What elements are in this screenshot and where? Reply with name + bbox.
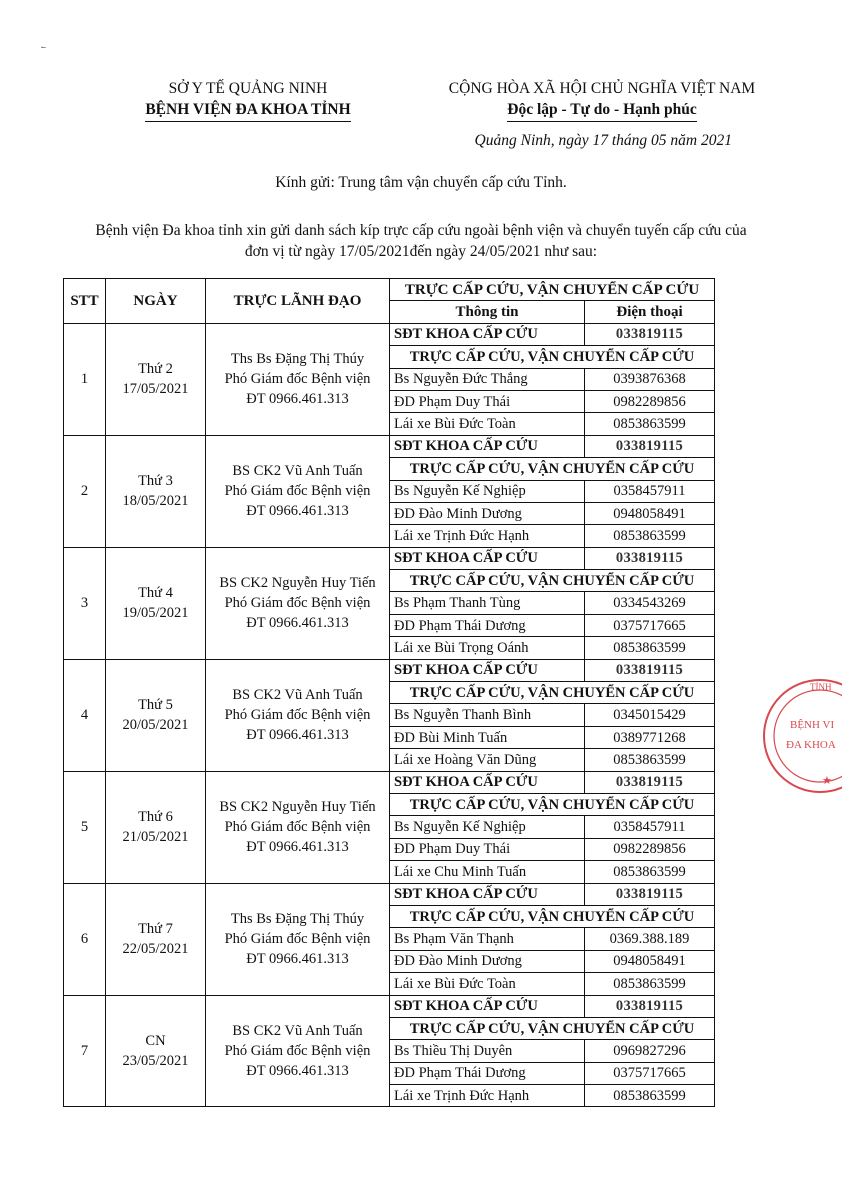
leader-name: BS CK2 Vũ Anh Tuấn xyxy=(232,687,363,704)
duty-heading: TRỰC CẤP CỨU, VẬN CHUYỂN CẤP CỨU xyxy=(390,682,715,704)
seal-line-2: ĐA KHOA xyxy=(786,739,836,751)
weekday: Thứ 3 xyxy=(138,473,173,490)
leader-phone: ĐT 0966.461.313 xyxy=(246,391,349,408)
hospital-name: BỆNH VIỆN ĐA KHOA TỈNH xyxy=(118,99,378,122)
duty-date: 20/05/2021 xyxy=(122,717,189,734)
hotline-number: 033819115 xyxy=(585,659,715,681)
issue-date: Quảng Ninh, ngày 17 tháng 05 năm 2021 xyxy=(474,132,732,149)
duty-heading: TRỰC CẤP CỨU, VẬN CHUYỂN CẤP CỨU xyxy=(390,793,715,815)
staff-name: Bs Nguyễn Thanh Bình xyxy=(390,704,585,726)
staff-name: Lái xe Bùi Đức Toàn xyxy=(390,413,585,435)
staff-phone: 0982289856 xyxy=(585,390,715,412)
day-cell xyxy=(106,323,206,435)
seal-line-1: BỆNH VI xyxy=(790,719,835,731)
stt-cell: 4 xyxy=(64,659,106,771)
staff-phone: 0853863599 xyxy=(585,413,715,435)
header-duty: TRỰC CẤP CỨU, VẬN CHUYỂN CẤP CỨU xyxy=(390,279,715,301)
leader-phone: ĐT 0966.461.313 xyxy=(246,727,349,744)
hospital-seal xyxy=(760,676,842,796)
day-cell xyxy=(106,771,206,883)
staff-name: Lái xe Trịnh Đức Hạnh xyxy=(390,525,585,547)
header-phone: Điện thoại xyxy=(585,301,715,323)
hotline-row xyxy=(64,995,715,1017)
weekday: CN xyxy=(145,1032,166,1049)
leader-cell xyxy=(206,659,390,771)
staff-phone: 0853863599 xyxy=(585,749,715,771)
intro-line-1: Bệnh viện Đa khoa tỉnh xin gửi danh sách kíp trực cấp cứu ngoài bệnh viện và chuyển tuyến cấp cứu của xyxy=(95,222,747,239)
duty-date: 17/05/2021 xyxy=(122,381,189,398)
staff-name: Bs Nguyễn Kế Nghiệp xyxy=(390,480,585,502)
header-leader: TRỰC LÃNH ĐẠO xyxy=(206,279,390,324)
staff-name: Bs Phạm Văn Thạnh xyxy=(390,928,585,950)
staff-name: ĐD Đào Minh Dương xyxy=(390,950,585,972)
day-cell xyxy=(106,883,206,995)
seal-top-text: TỈNH xyxy=(810,682,832,692)
seal-star-icon: ★ xyxy=(822,775,832,787)
weekday: Thứ 4 xyxy=(138,585,173,602)
staff-name: ĐD Phạm Duy Thái xyxy=(390,390,585,412)
scan-mark: ·̵ xyxy=(40,40,44,54)
staff-name: Lái xe Bùi Đức Toàn xyxy=(390,973,585,995)
staff-phone: 0345015429 xyxy=(585,704,715,726)
header-info: Thông tin xyxy=(390,301,585,323)
weekday: Thứ 5 xyxy=(138,697,173,714)
leader-name: BS CK2 Vũ Anh Tuấn xyxy=(232,1022,363,1039)
staff-name: ĐD Đào Minh Dương xyxy=(390,502,585,524)
staff-phone: 0369.388.189 xyxy=(585,928,715,950)
staff-name: ĐD Phạm Thái Dương xyxy=(390,614,585,636)
hotline-number: 033819115 xyxy=(585,995,715,1017)
hotline-row xyxy=(64,883,715,905)
leader-phone: ĐT 0966.461.313 xyxy=(246,839,349,856)
hotline-row xyxy=(64,435,715,457)
staff-name: Lái xe Hoàng Văn Dũng xyxy=(390,749,585,771)
roster-body xyxy=(64,323,715,1107)
intro-line-2: đơn vị từ ngày 17/05/2021đến ngày 24/05/2021 như sau: xyxy=(244,243,598,260)
weekday: Thứ 6 xyxy=(138,809,173,826)
hotline-label: SĐT KHOA CẤP CỨU xyxy=(390,659,585,681)
hotline-label: SĐT KHOA CẤP CỨU xyxy=(390,771,585,793)
hotline-label: SĐT KHOA CẤP CỨU xyxy=(390,435,585,457)
header-stt: STT xyxy=(64,279,106,324)
duty-heading: TRỰC CẤP CỨU, VẬN CHUYỂN CẤP CỨU xyxy=(390,570,715,592)
hotline-label: SĐT KHOA CẤP CỨU xyxy=(390,995,585,1017)
duty-date: 22/05/2021 xyxy=(122,941,189,958)
leader-name: BS CK2 Nguyễn Huy Tiến xyxy=(219,575,376,592)
leader-title: Phó Giám đốc Bệnh viện xyxy=(224,707,371,724)
hotline-label: SĐT KHOA CẤP CỨU xyxy=(390,323,585,345)
duty-heading: TRỰC CẤP CỨU, VẬN CHUYỂN CẤP CỨU xyxy=(390,346,715,368)
leader-cell xyxy=(206,547,390,659)
duty-heading: TRỰC CẤP CỨU, VẬN CHUYỂN CẤP CỨU xyxy=(390,905,715,927)
staff-name: Bs Phạm Thanh Tùng xyxy=(390,592,585,614)
staff-name: ĐD Bùi Minh Tuấn xyxy=(390,726,585,748)
leader-cell xyxy=(206,323,390,435)
staff-phone: 0358457911 xyxy=(585,816,715,838)
duty-date: 19/05/2021 xyxy=(122,605,189,622)
hotline-number: 033819115 xyxy=(585,771,715,793)
leader-phone: ĐT 0966.461.313 xyxy=(246,615,349,632)
duty-heading: TRỰC CẤP CỨU, VẬN CHUYỂN CẤP CỨU xyxy=(390,1017,715,1039)
staff-phone: 0375717665 xyxy=(585,1062,715,1084)
stt-cell: 6 xyxy=(64,883,106,995)
duty-date: 21/05/2021 xyxy=(122,829,189,846)
national-motto: Độc lập - Tự do - Hạnh phúc xyxy=(402,99,802,122)
staff-phone: 0393876368 xyxy=(585,368,715,390)
staff-name: Bs Nguyễn Đức Thắng xyxy=(390,368,585,390)
leader-name: BS CK2 Vũ Anh Tuấn xyxy=(232,463,363,480)
stt-cell: 1 xyxy=(64,323,106,435)
leader-title: Phó Giám đốc Bệnh viện xyxy=(224,931,371,948)
stt-cell: 7 xyxy=(64,995,106,1107)
leader-cell xyxy=(206,883,390,995)
leader-cell xyxy=(206,435,390,547)
day-cell xyxy=(106,547,206,659)
weekday: Thứ 7 xyxy=(138,921,173,938)
leader-name: Ths Bs Đặng Thị Thúy xyxy=(230,911,365,928)
staff-phone: 0853863599 xyxy=(585,861,715,883)
weekday: Thứ 2 xyxy=(138,361,173,378)
header-day: NGÀY xyxy=(106,279,206,324)
leader-title: Phó Giám đốc Bệnh viện xyxy=(224,819,371,836)
staff-name: Lái xe Chu Minh Tuấn xyxy=(390,861,585,883)
staff-phone: 0853863599 xyxy=(585,637,715,659)
staff-phone: 0375717665 xyxy=(585,614,715,636)
leader-cell xyxy=(206,771,390,883)
staff-name: Lái xe Bùi Trọng Oánh xyxy=(390,637,585,659)
hotline-number: 033819115 xyxy=(585,883,715,905)
hotline-row xyxy=(64,547,715,569)
hotline-number: 033819115 xyxy=(585,323,715,345)
staff-phone: 0334543269 xyxy=(585,592,715,614)
staff-phone: 0853863599 xyxy=(585,525,715,547)
hotline-label: SĐT KHOA CẤP CỨU xyxy=(390,883,585,905)
leader-name: BS CK2 Nguyễn Huy Tiến xyxy=(219,799,376,816)
stt-cell: 3 xyxy=(64,547,106,659)
duty-date: 23/05/2021 xyxy=(122,1052,189,1069)
hotline-number: 033819115 xyxy=(585,435,715,457)
day-cell xyxy=(106,659,206,771)
leader-phone: ĐT 0966.461.313 xyxy=(246,503,349,520)
staff-phone: 0969827296 xyxy=(585,1040,715,1062)
leader-title: Phó Giám đốc Bệnh viện xyxy=(224,1042,371,1059)
staff-name: ĐD Phạm Duy Thái xyxy=(390,838,585,860)
staff-name: Lái xe Trịnh Đức Hạnh xyxy=(390,1085,585,1107)
duty-roster-table xyxy=(63,278,715,1107)
leader-title: Phó Giám đốc Bệnh viện xyxy=(224,483,371,500)
day-cell xyxy=(106,435,206,547)
stt-cell: 2 xyxy=(64,435,106,547)
department-name: SỞ Y TẾ QUẢNG NINH xyxy=(168,80,328,97)
duty-heading: TRỰC CẤP CỨU, VẬN CHUYỂN CẤP CỨU xyxy=(390,458,715,480)
staff-phone: 0948058491 xyxy=(585,950,715,972)
staff-phone: 0853863599 xyxy=(585,973,715,995)
staff-phone: 0389771268 xyxy=(585,726,715,748)
leader-phone: ĐT 0966.461.313 xyxy=(246,951,349,968)
hotline-row xyxy=(64,771,715,793)
hotline-label: SĐT KHOA CẤP CỨU xyxy=(390,547,585,569)
staff-phone: 0853863599 xyxy=(585,1085,715,1107)
issuer-block xyxy=(118,78,378,122)
staff-name: Bs Nguyễn Kế Nghiệp xyxy=(390,816,585,838)
day-cell xyxy=(106,995,206,1107)
staff-name: ĐD Phạm Thái Dương xyxy=(390,1062,585,1084)
hotline-row xyxy=(64,659,715,681)
hotline-number: 033819115 xyxy=(585,547,715,569)
duty-date: 18/05/2021 xyxy=(122,493,189,510)
staff-phone: 0358457911 xyxy=(585,480,715,502)
staff-phone: 0948058491 xyxy=(585,502,715,524)
staff-name: Bs Thiều Thị Duyên xyxy=(390,1040,585,1062)
hotline-row xyxy=(64,323,715,345)
intro-paragraph xyxy=(72,220,770,262)
leader-phone: ĐT 0966.461.313 xyxy=(246,1062,349,1079)
staff-phone: 0982289856 xyxy=(585,838,715,860)
leader-cell xyxy=(206,995,390,1107)
leader-title: Phó Giám đốc Bệnh viện xyxy=(224,595,371,612)
leader-name: Ths Bs Đặng Thị Thúy xyxy=(230,351,365,368)
national-heading xyxy=(402,78,802,122)
leader-title: Phó Giám đốc Bệnh viện xyxy=(224,371,371,388)
nation-name: CỘNG HÒA XÃ HỘI CHỦ NGHĨA VIỆT NAM xyxy=(448,80,756,97)
recipient-line: Kính gửi: Trung tâm vận chuyển cấp cứu Tỉnh. xyxy=(275,174,567,191)
stt-cell: 5 xyxy=(64,771,106,883)
